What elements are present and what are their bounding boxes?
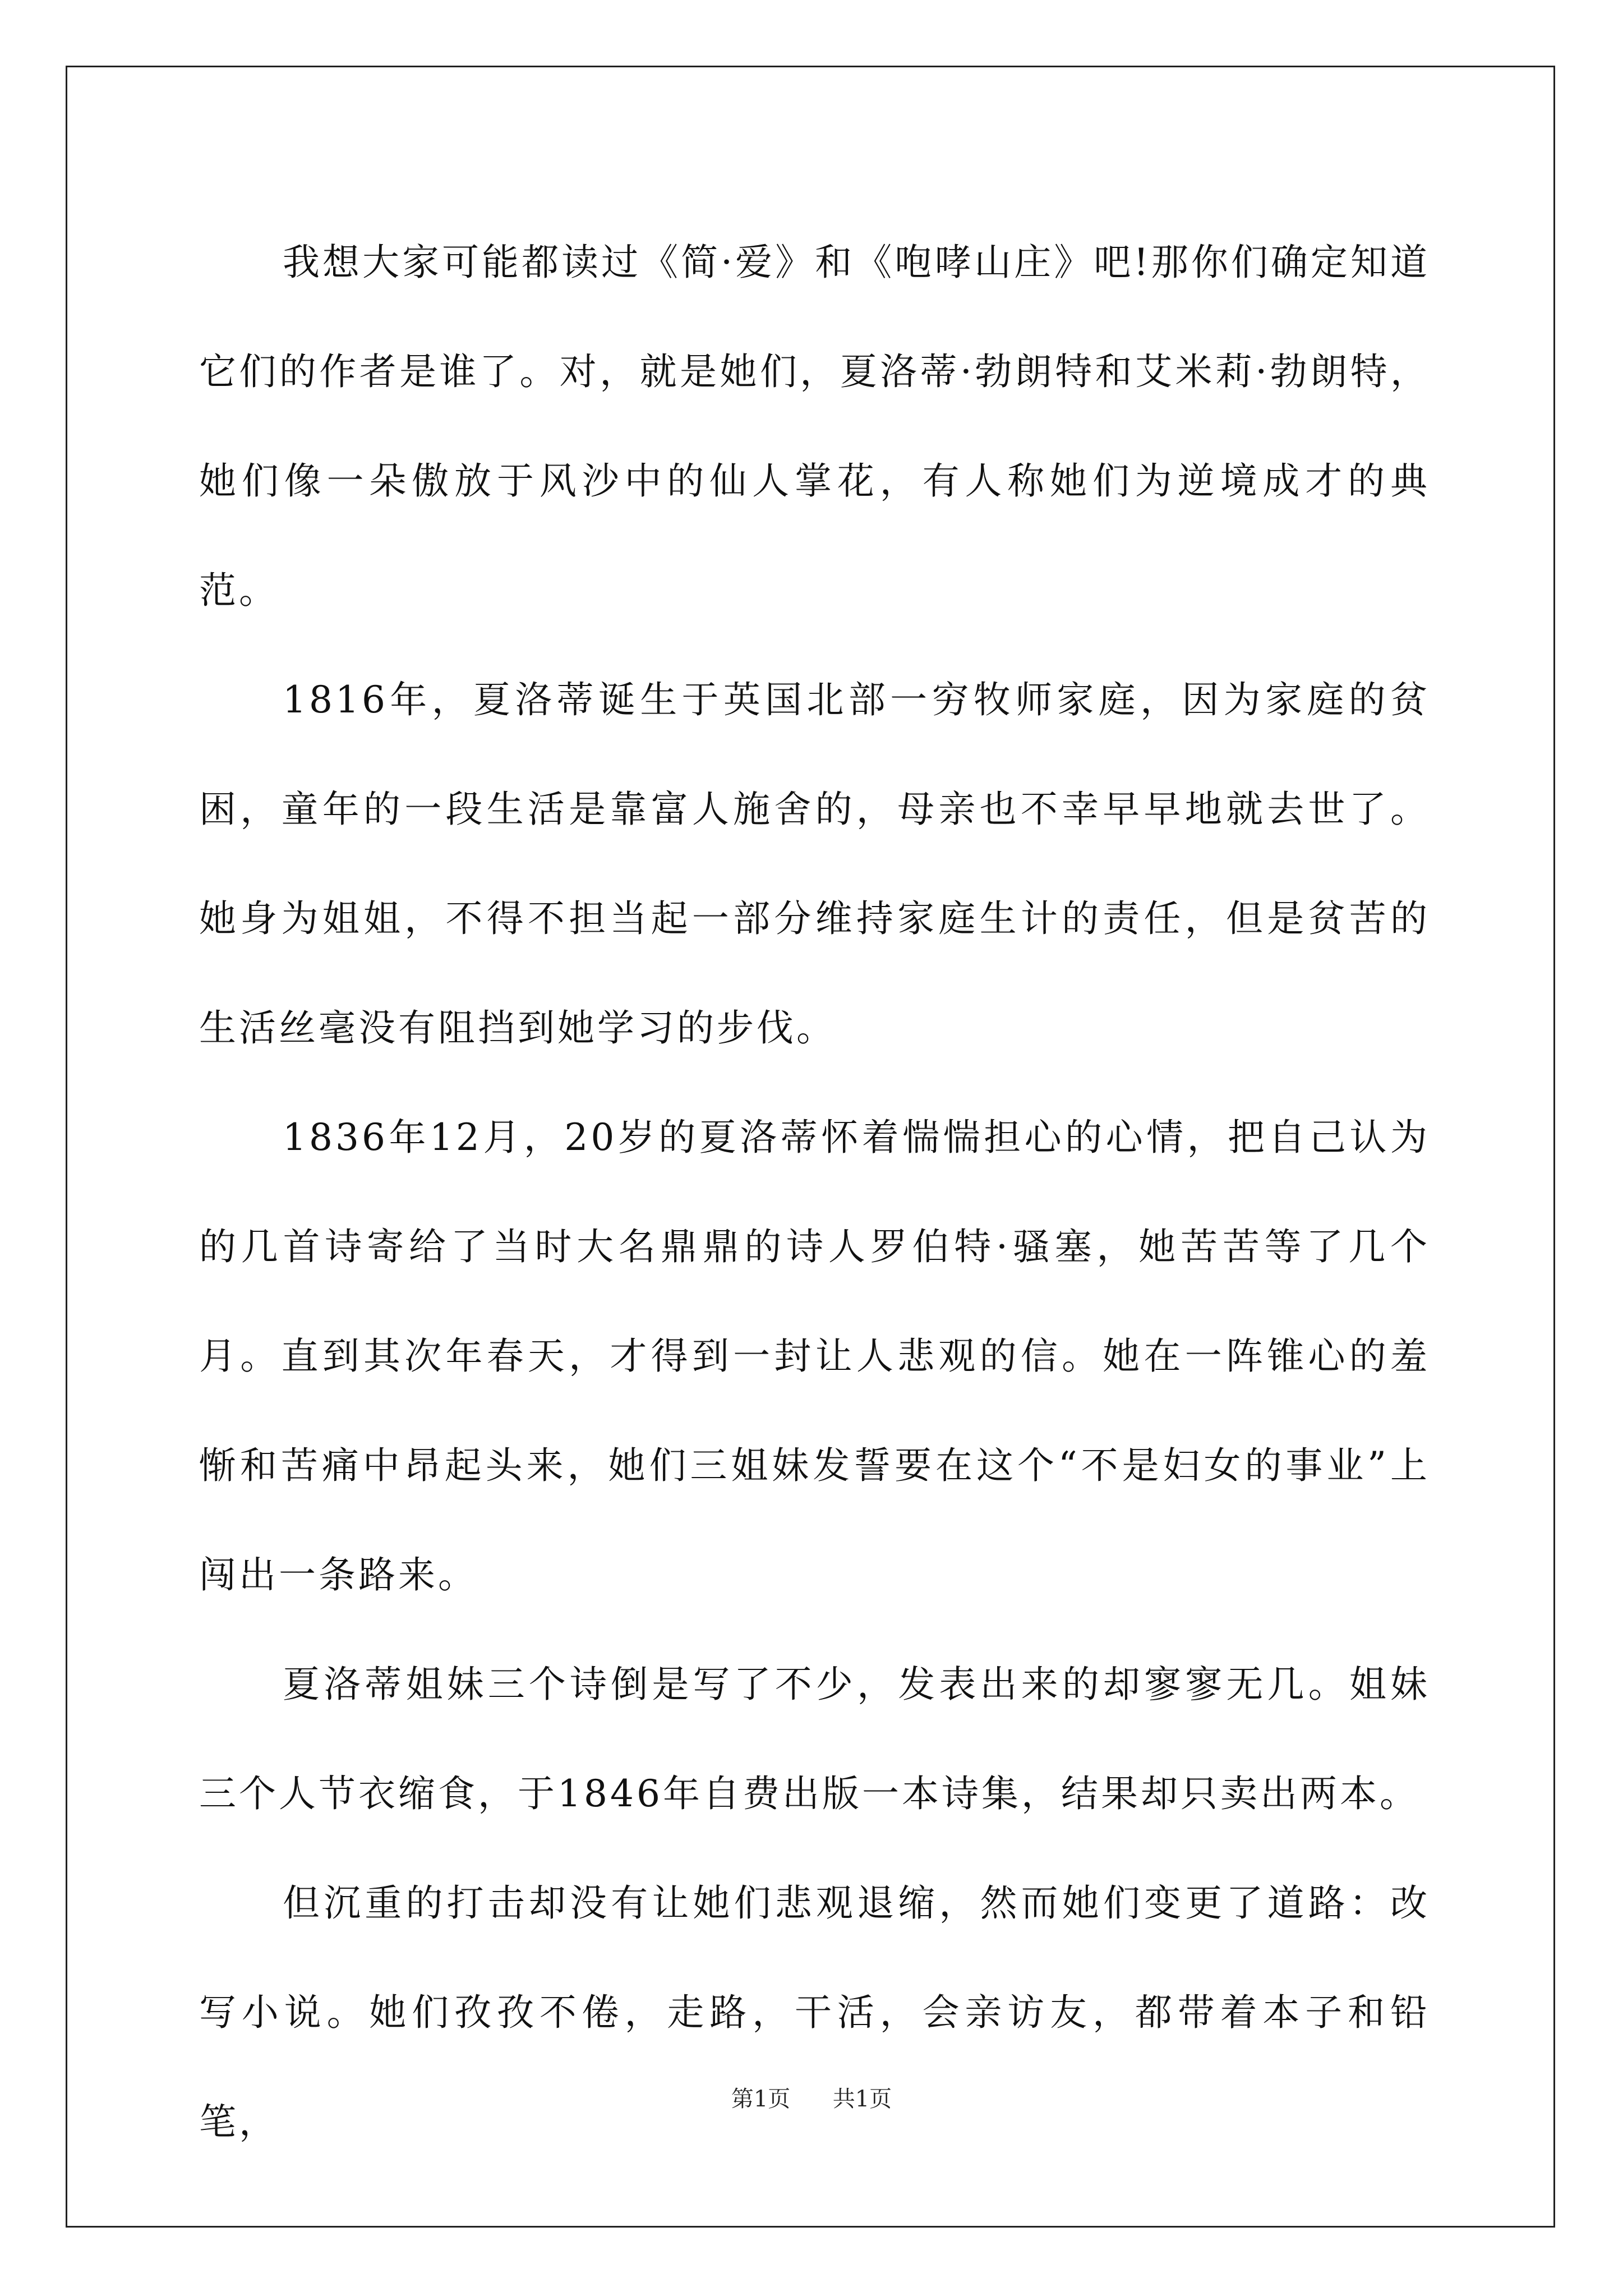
- page-number: 第1页: [731, 2086, 791, 2112]
- paragraph-5: 但沉重的打击却没有让她们悲观退缩，然而她们变更了道路：改写小说。她们孜孜不倦，走路，干活，会亲访友，都带着本子和铅笔，: [199, 1881, 1430, 2143]
- paragraph-2: 1816年，夏洛蒂诞生于英国北部一穷牧师家庭，因为家庭的贫困，童年的一段生活是靠富人施舍的，母亲也不幸早早地就去世了。她身为姐姐，不得不担当起一部分维持家庭生计的责任，但是贫苦的生活丝毫没有阻挡到她学习的步伐。: [199, 678, 1430, 1050]
- page-total: 共1页: [832, 2086, 892, 2112]
- paragraph-4: 夏洛蒂姐妹三个诗倒是写了不少，发表出来的却寥寥无几。姐妹三个人节衣缩食，于1846年自费出版一本诗集，结果却只卖出两本。: [199, 1663, 1430, 1815]
- page-footer: [0, 2082, 1623, 2116]
- paragraph-1: 我想大家可能都读过《简·爱》和《咆哮山庄》吧!那你们确定知道它们的作者是谁了。对，就是她们，夏洛蒂·勃朗特和艾米莉·勃朗特，她们像一朵傲放于风沙中的仙人掌花，有人称她们为逆境成才的典范。: [199, 241, 1430, 612]
- paragraph-3: 1836年12月，20岁的夏洛蒂怀着惴惴担心的心情，把自己认为的几首诗寄给了当时大名鼎鼎的诗人罗伯特·骚塞，她苦苦等了几个月。直到其次年春天，才得到一封让人悲观的信。她在一阵锥心的羞惭和苦痛中昂起头来，她们三姐妹发誓要在这个“不是妇女的事业”上闯出一条路来。: [199, 1116, 1430, 1596]
- document-body: [199, 208, 1430, 2177]
